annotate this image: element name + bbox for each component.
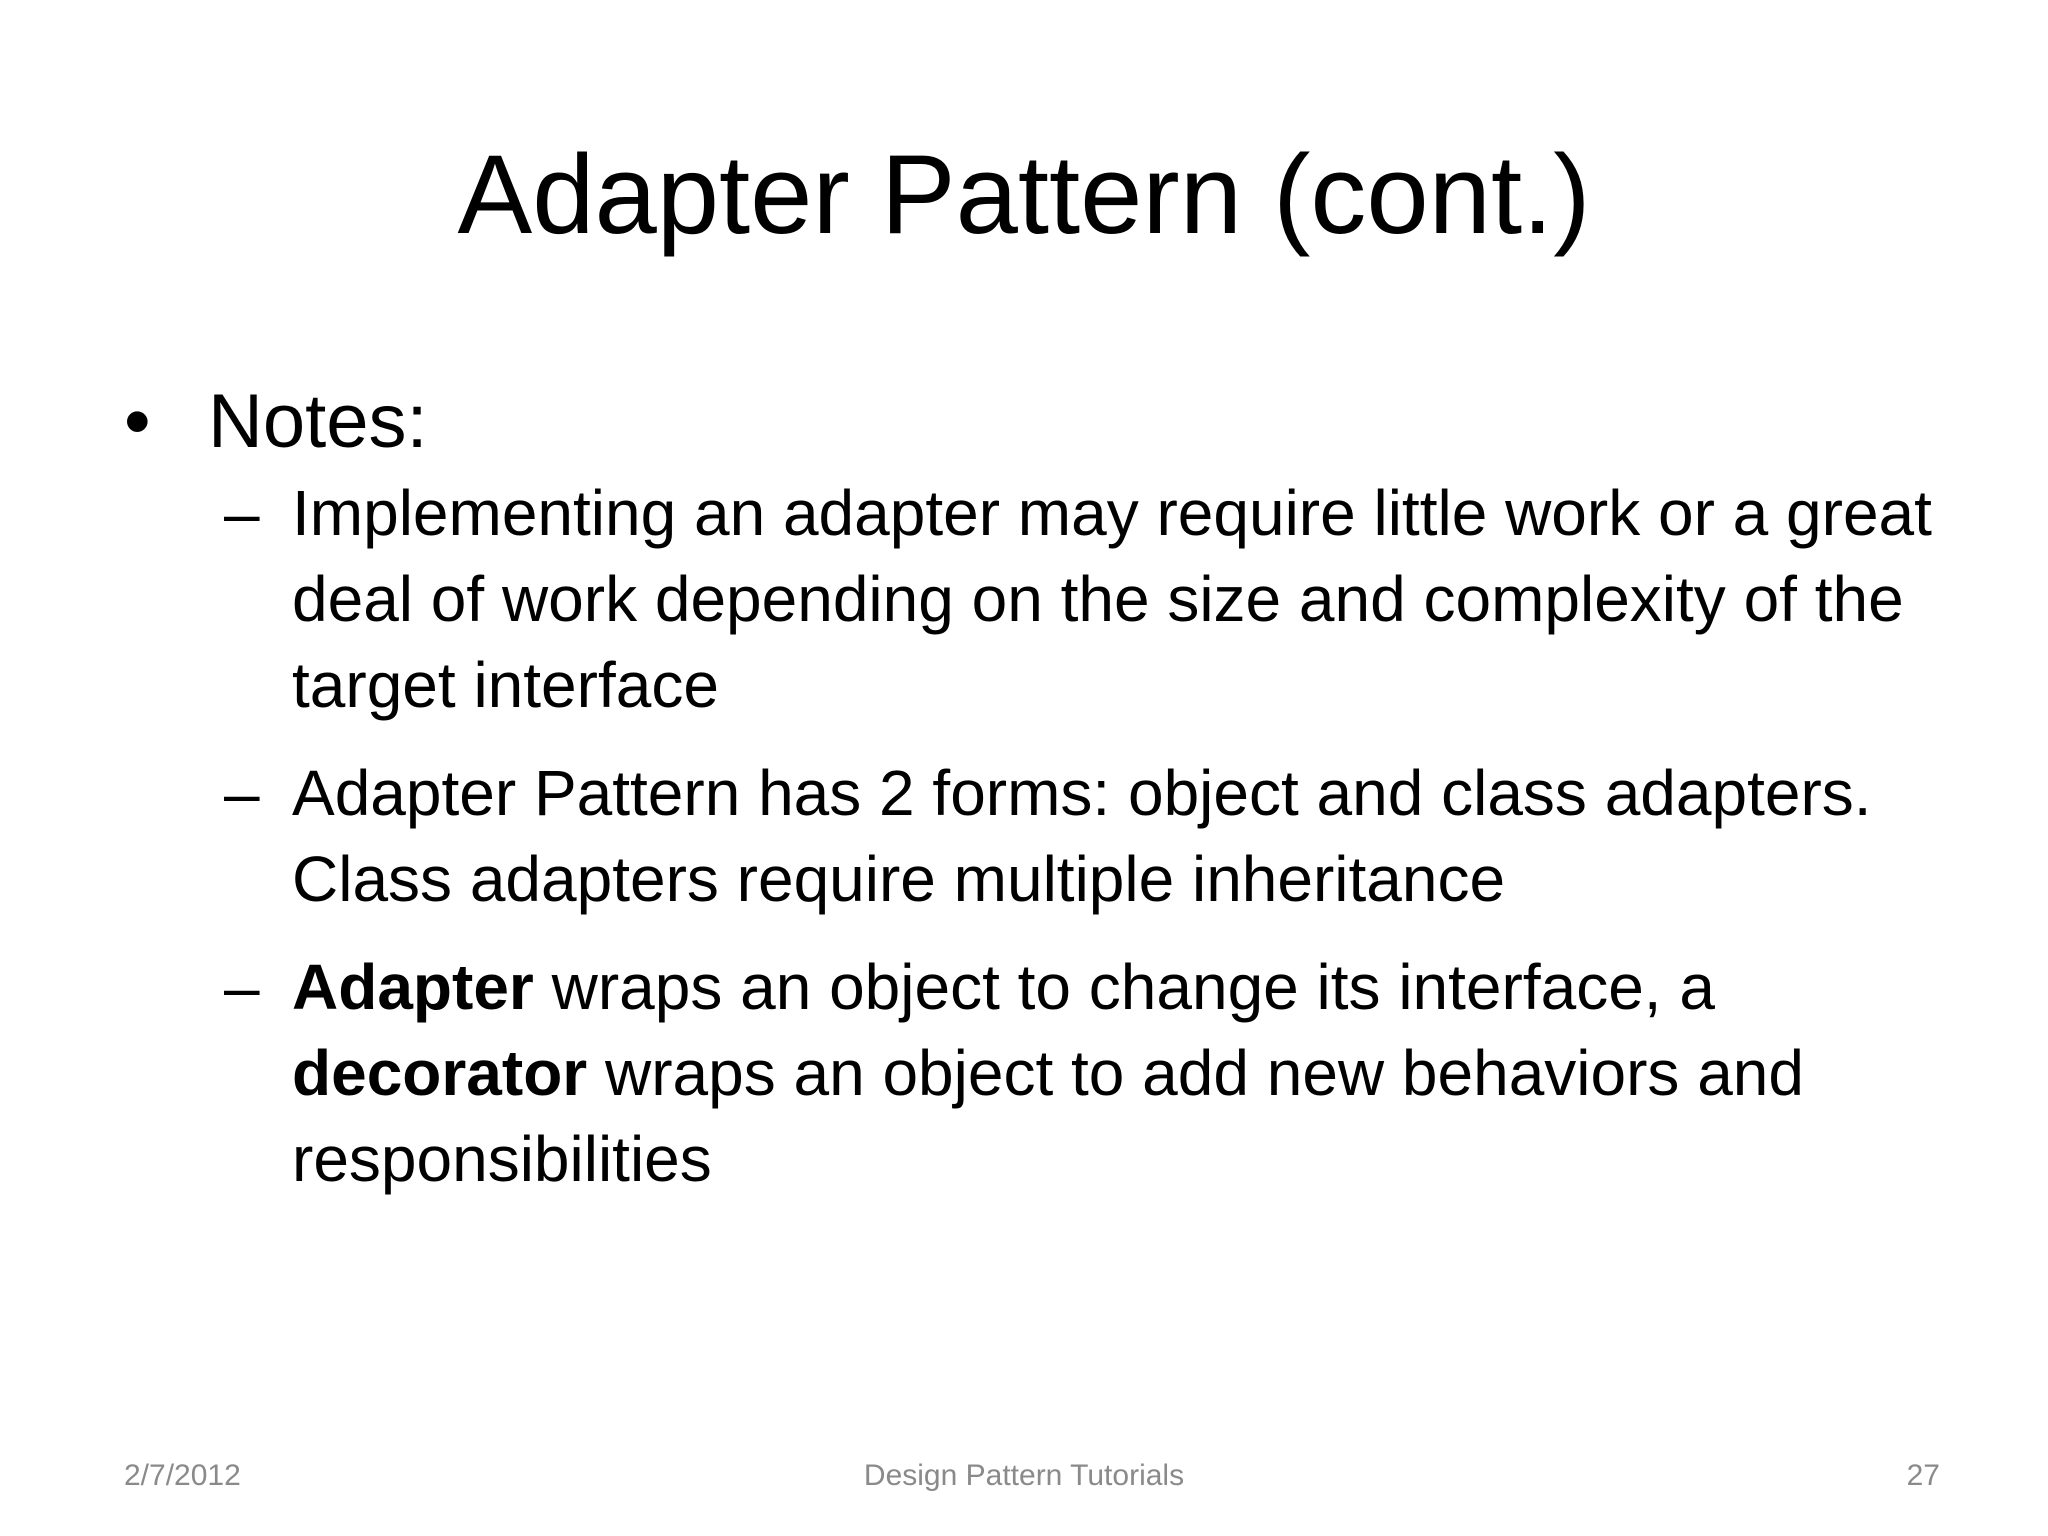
dash-marker: – [224,757,260,829]
footer-date: 2/7/2012 [124,1459,241,1492]
sub-bullet-text: Implementing an adapter may require little work or a great deal of work depending on the size and complexity of the target interface [292,477,1932,721]
sub-bullet-text [292,944,1952,1202]
page-number: 27 [1906,1459,1940,1492]
notes-label: Notes: [208,379,428,464]
dash-marker: – [224,951,260,1023]
footer-title: Design Pattern Tutorials [863,1459,1185,1492]
sub-bullet-list [224,470,1960,1202]
adapter-description: wraps an object to change its interface, a [533,951,1715,1023]
sub-bullet-adapter-vs-decorator [224,944,1960,1202]
sub-bullet-adapter-effort [224,470,1960,728]
decorator-term: decorator [292,1037,588,1109]
adapter-term: Adapter [292,951,534,1023]
slide-title: Adapter Pattern (cont.) [457,132,1591,257]
bullet-marker: • [124,379,151,464]
notes-bullet [120,372,1960,472]
decorator-description: wraps an object to add new behaviors and responsibilities [292,1037,1804,1195]
slide-content [120,372,1960,1224]
sub-bullet-text: Adapter Pattern has 2 forms: object and class adapters. Class adapters require multiple inheritance [292,757,1872,915]
sub-bullet-adapter-forms [224,750,1960,922]
dash-marker: – [224,477,260,549]
